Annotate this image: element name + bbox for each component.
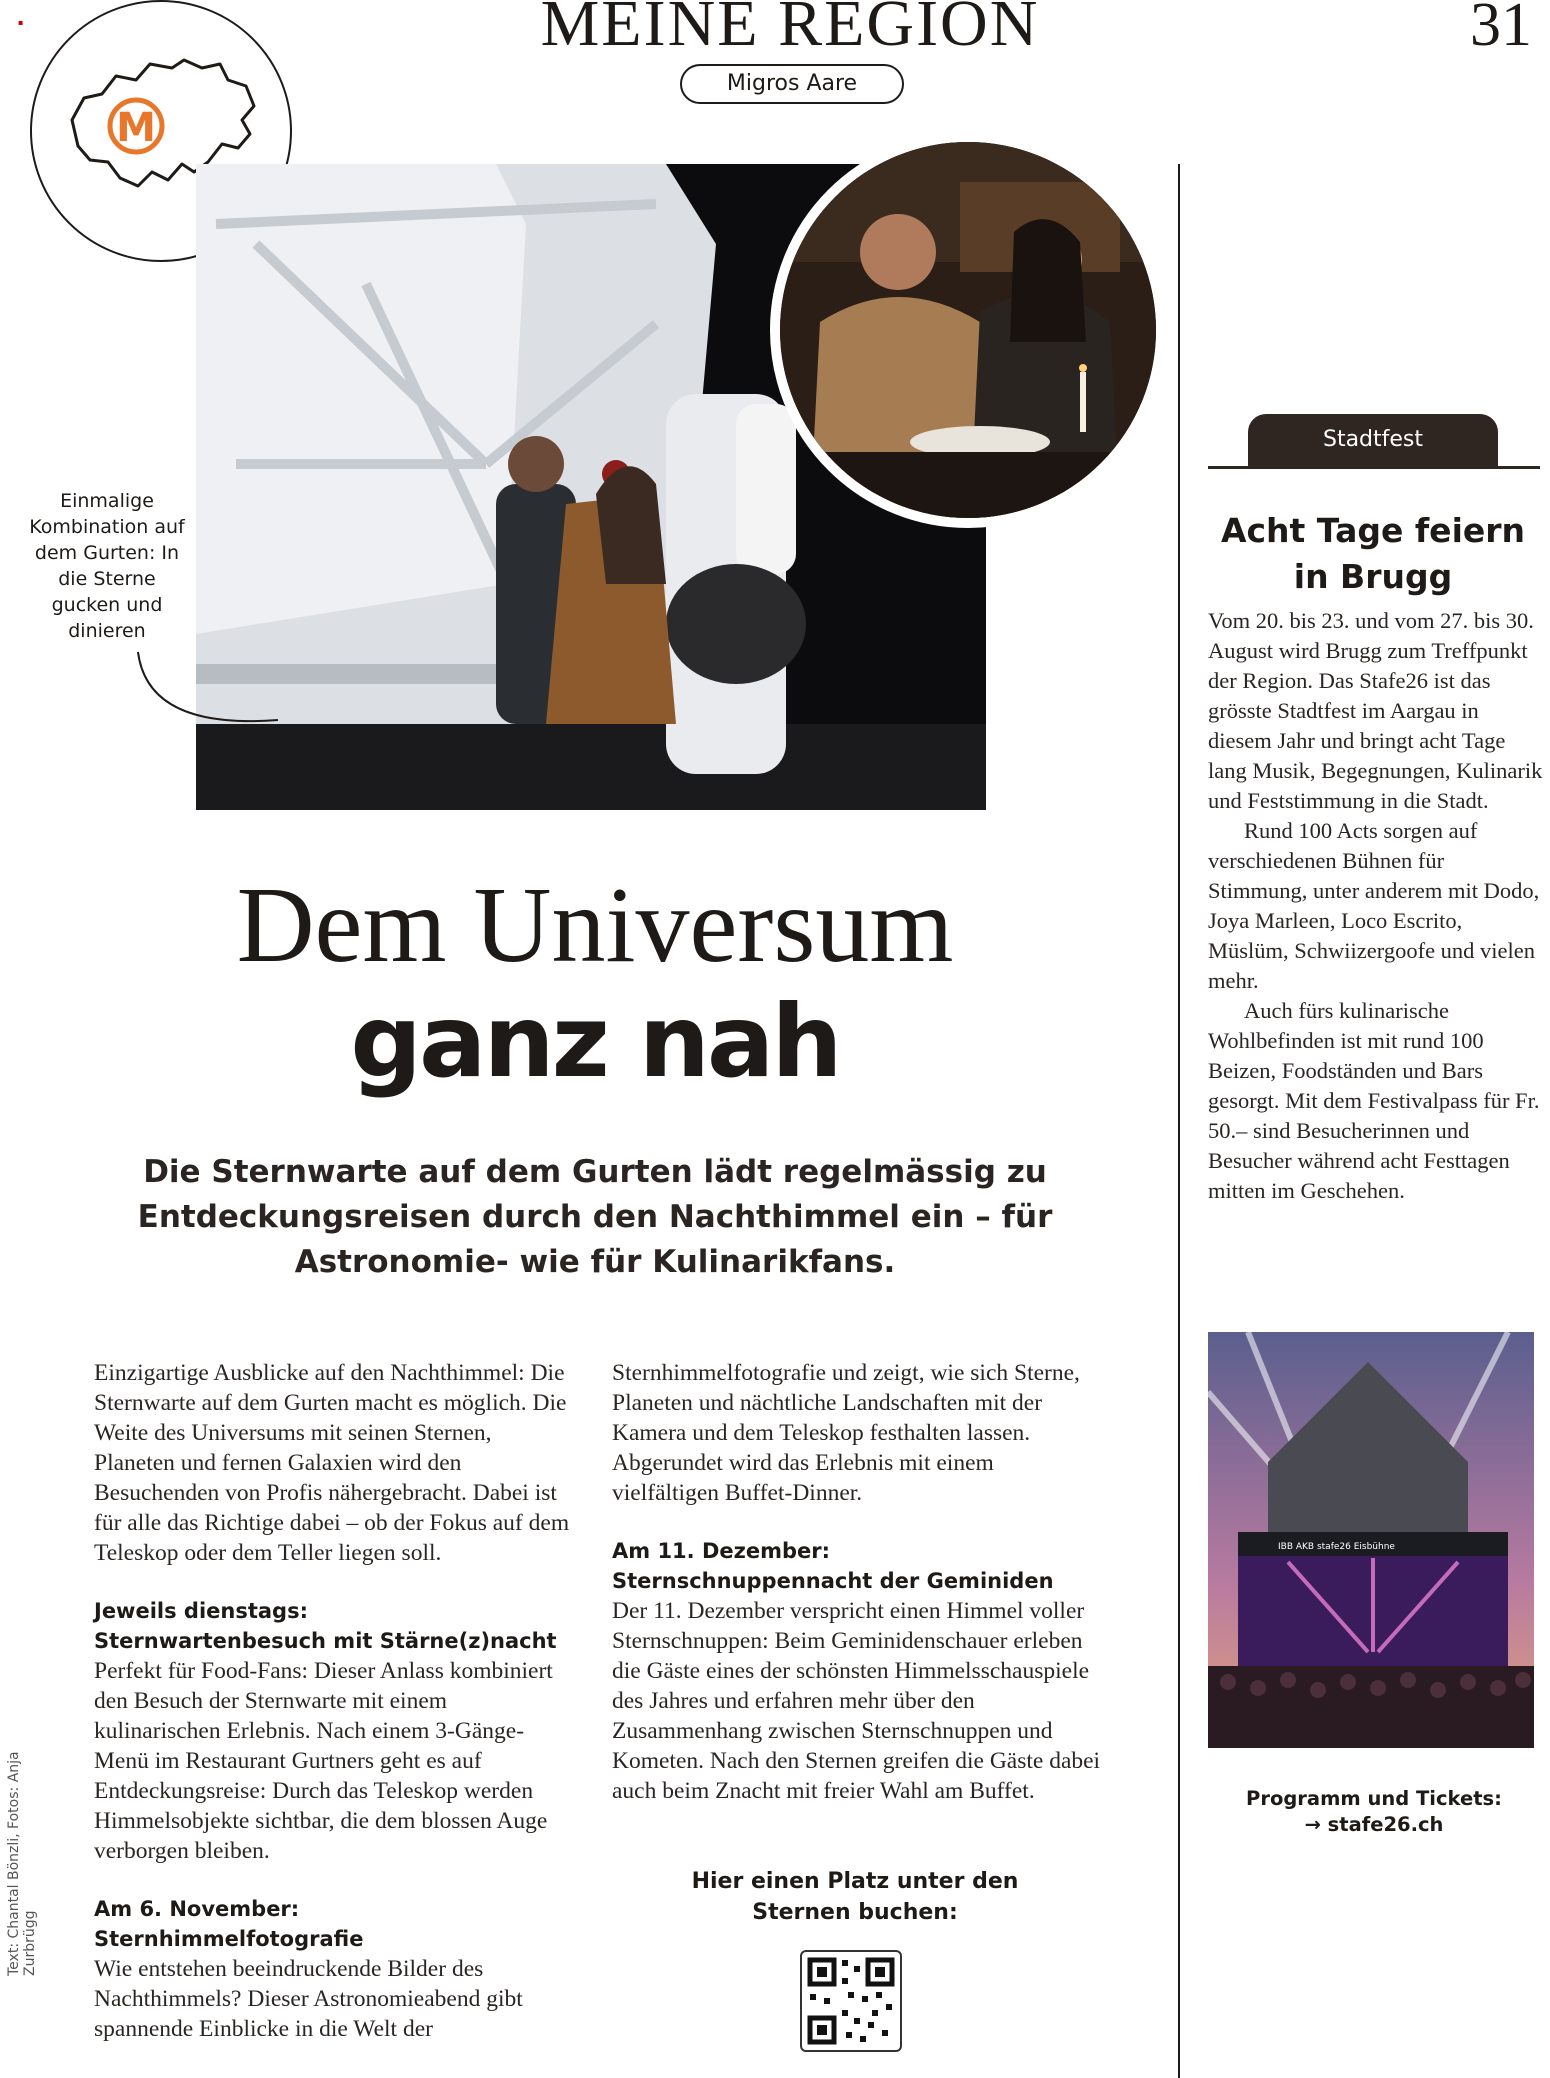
article-intro: Einzigartige Ausblicke auf den Nachthimmel: Die Sternwarte auf dem Gurten macht es möglich. Die Weite des Universums mit seinen Sternen, Planeten und fernen Galaxien wird den Besuchenden von Profis nähergebracht. Dabei ist für alle das Richtige dabei – ob der Fokus auf dem Teleskop oder dem Teller liegen soll. (94, 1360, 570, 1566)
sidebar-tab: Stadtfest (1248, 414, 1498, 466)
festival-photo (1208, 1332, 1534, 1748)
article-column-1 (94, 1358, 574, 2044)
section-1-when: Jeweils dienstags: (94, 1599, 308, 1623)
sidebar-rule (1208, 466, 1540, 469)
dinner-photo (770, 132, 1166, 528)
sidebar-paragraph-2: Rund 100 Acts sorgen auf verschiedenen Bühnen für Stimmung, unter anderem mit Dodo, Joya Marleen, Loco Escrito, Müslüm, Schwiizergoofe und vielen mehr. (1208, 818, 1540, 993)
region-badge: Migros Aare (680, 64, 904, 104)
section-2-body-end: Sternhimmelfotografie und zeigt, wie sich Sterne, Planeten und nächtliche Landschaften mit der Kamera und dem Teleskop festhalten lassen. Abgerundet wird das Erlebnis mit einem vielfältigen Buffet-Dinner. (612, 1360, 1080, 1506)
logo-letter: M (116, 105, 156, 151)
headline-line2: ganz nah (350, 983, 840, 1100)
section-2-when: Am 6. November: (94, 1897, 300, 1921)
page-number: 31 (1470, 0, 1532, 59)
section-3-when: Am 11. Dezember: (612, 1539, 831, 1563)
tickets-link[interactable]: → stafe26.ch (1304, 1813, 1444, 1836)
section-3-body: Der 11. Dezember verspricht einen Himmel voller Sternschnuppen: Beim Geminidenschauer erleben die Gäste eines der schönsten Himmelsschauspiele des Jahres und erfahren mehr über den Zusammenhang zwischen Sternschnuppen und Kometen. Nach den Sternen greifen die Gäste dabei auch beim Znacht mit freier Wahl am Buffet. (612, 1598, 1101, 1804)
column-divider (1178, 164, 1180, 2078)
sidebar-paragraph-1: Vom 20. bis 23. und vom 27. bis 30. August wird Brugg zum Treffpunkt der Region. Das Stafe26 ist das grösste Stadtfest im Aargau in diesem Jahr und bringt acht Tage lang Musik, Begegnungen, Kulinarik und Feststimmung in die Stadt. (1208, 608, 1543, 813)
sidebar-footer (1208, 1786, 1540, 1838)
section-1-body: Perfekt für Food-Fans: Dieser Anlass kombiniert den Besuch der Sternwarte mit einem kulinarischen Erlebnis. Nach einem 3-Gänge-Menü im Restaurant Gurtners geht es auf Entdeckungsreise: Durch das Teleskop werden Himmelsobjekte sichtbar, die dem blossen Auge verborgen bleiben. (94, 1658, 553, 1864)
sidebar-body (1208, 606, 1548, 1206)
tickets-label: Programm und Tickets: (1246, 1787, 1502, 1810)
sidebar-title: Acht Tage feiern in Brugg (1220, 511, 1526, 596)
caption-pointer (128, 650, 288, 740)
qr-code-icon[interactable] (800, 1950, 902, 2052)
flag-icon: ▪ (18, 18, 24, 27)
stage-banner: IBB AKB stafe26 Eisbühne (1278, 1542, 1395, 1552)
photo-credit: Text: Chantal Bönzli, Fotos: Anja Zurbrügg (6, 1751, 38, 1976)
section-1-title: Sternwartenbesuch mit Stärne(z)nacht (94, 1629, 557, 1653)
headline-line1: Dem Universum (236, 866, 954, 985)
section-2-title: Sternhimmelfotografie (94, 1927, 364, 1951)
article-column-2 (612, 1358, 1102, 1806)
section-2-body-start: Wie entstehen beeindruckende Bilder des Nachthimmels? Dieser Astronomieabend gibt spannende Einblicke in die Welt der (94, 1956, 523, 2042)
photo-caption: Einmalige Kombination auf dem Gurten: In die Sterne gucken und dinieren (29, 490, 185, 642)
section-3-title: Sternschnuppennacht der Geminiden (612, 1569, 1054, 1593)
booking-cta: Hier einen Platz unter den Sternen buchen: (691, 1869, 1019, 1925)
sidebar-paragraph-3: Auch fürs kulinarische Wohlbefinden ist mit rund 100 Beizen, Foodständen und Bars gesorgt. Mit dem Festivalpass für Fr. 50.– sind Besucherinnen und Besucher während acht Festtagen mitten im Geschehen. (1208, 998, 1540, 1203)
section-title: MEINE REGION (540, 0, 1040, 60)
article-lead: Die Sternwarte auf dem Gurten lädt regelmässig zu Entdeckungsreisen durch den Nachthimmel ein – für Astronomie- wie für Kulinarikfans. (137, 1154, 1053, 1280)
